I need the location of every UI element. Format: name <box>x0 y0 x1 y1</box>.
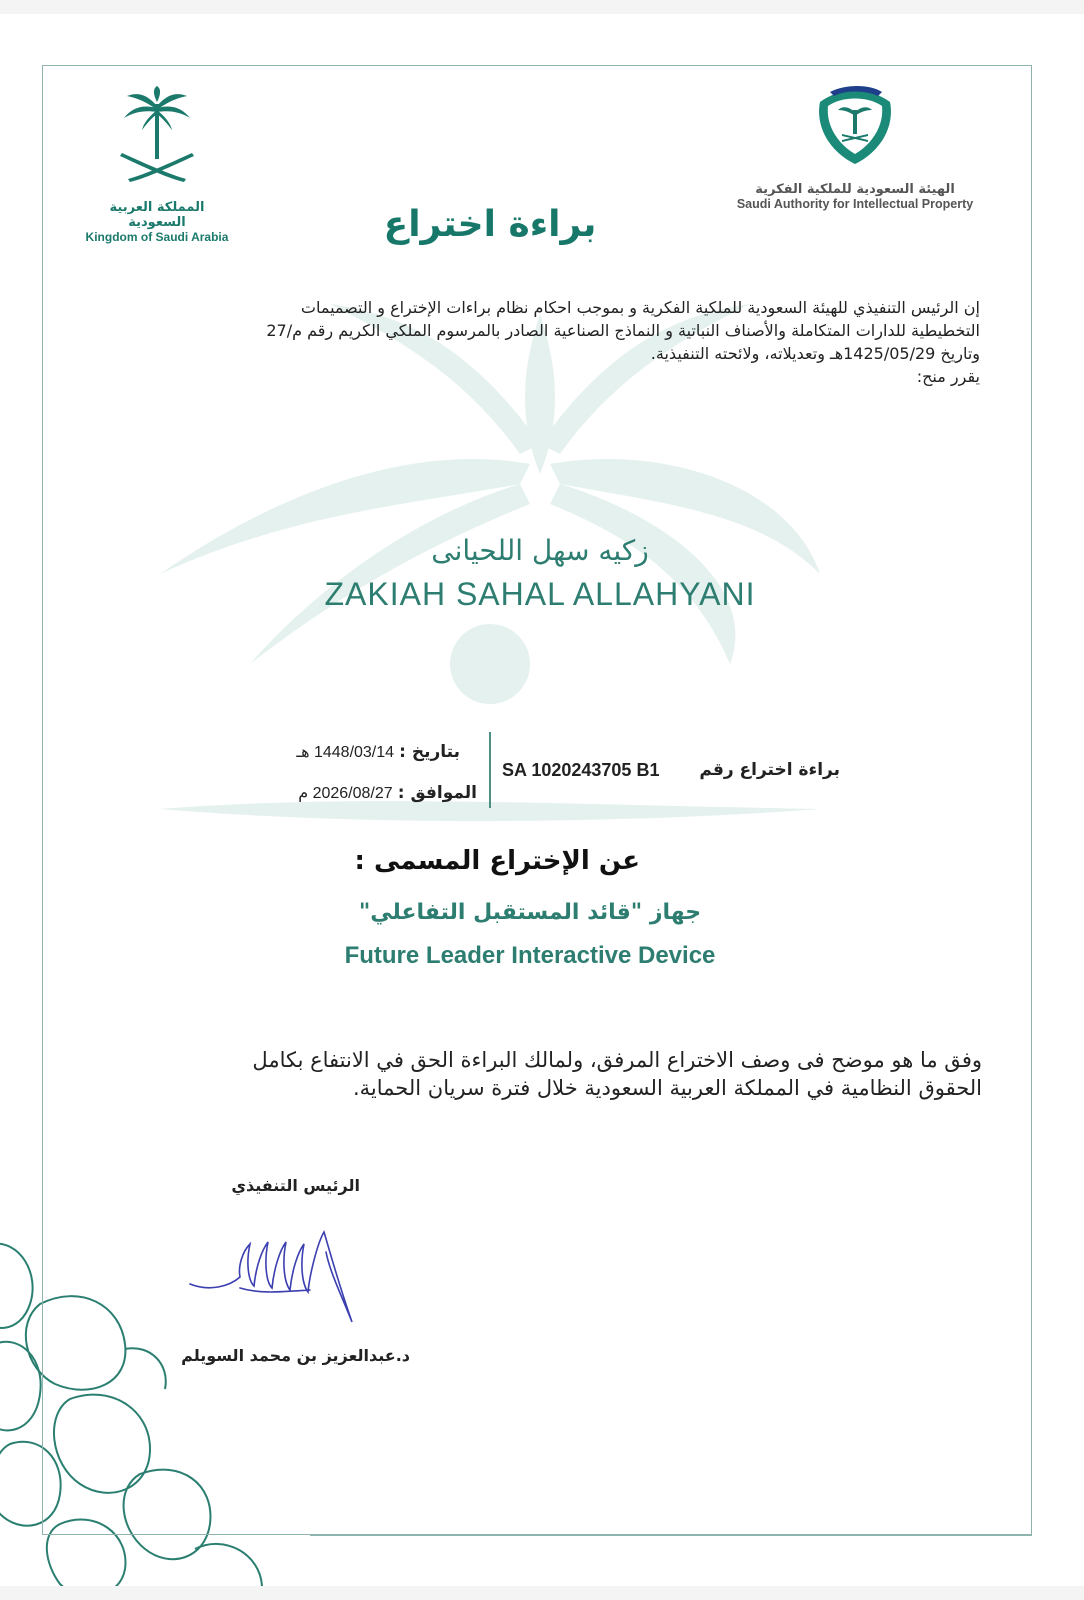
authority-name-arabic: الهيئة السعودية للملكية الفكرية <box>755 182 955 197</box>
gregorian-date-value: 2026/08/27 م <box>298 785 393 802</box>
saip-logo <box>720 82 990 232</box>
grantee-name-english: ZAKIAH SAHAL ALLAHYANI <box>324 576 756 612</box>
authority-name-english: Saudi Authority for Intellectual Property <box>736 197 974 211</box>
certificate-sheet <box>0 14 1084 1586</box>
gregorian-date-row <box>265 783 477 803</box>
intro-line: يقرر منح: <box>916 367 980 386</box>
signatory-name: د.عبدالعزيز بن محمد السويلم <box>181 1346 410 1365</box>
invention-name-english: Future Leader Interactive Device <box>344 942 716 969</box>
grantee-name-arabic: زكيه سهل اللحيانى <box>431 534 649 567</box>
patent-number-label: براءة اختراع رقم <box>699 760 840 780</box>
closing-line: الحقوق النظامية في المملكة العربية السعودية خلال فترة سريان الحماية. <box>352 1076 982 1100</box>
hijri-date-value: 1448/03/14 هـ <box>296 744 395 761</box>
closing-line: وفق ما هو موضح فى وصف الاختراع المرفق، ولمالك البراءة الحق في الانتفاع بكامل <box>252 1048 982 1072</box>
intro-paragraph <box>80 296 980 388</box>
palm-swords-emblem-icon <box>112 86 202 196</box>
closing-paragraph <box>78 1046 982 1102</box>
saip-emblem-icon <box>810 82 900 172</box>
info-divider <box>489 732 491 808</box>
invention-name-arabic: جهاز "قائد المستقبل التفاعلي" <box>358 900 702 925</box>
handwritten-signature <box>180 1222 380 1332</box>
gregorian-date-label: الموافق : <box>397 783 477 803</box>
intro-line: إن الرئيس التنفيذي للهيئة السعودية للملكية الفكرية و بموجب احكام نظام براءات الإختراع و التصميمات <box>300 298 980 317</box>
kingdom-logo <box>82 86 232 246</box>
hijri-date-label: بتاريخ : <box>399 742 460 762</box>
intro-line: التخطيطية للدارات المتكاملة والأصناف النباتية و النماذج الصناعية الصادر بالمرسوم الملكي الكريم رقم م/27 <box>266 321 980 340</box>
certificate-title: براءة اختراع <box>383 204 597 245</box>
invention-heading: عن الإختراع المسمى : <box>354 846 640 876</box>
bottom-border-line <box>310 1534 1032 1536</box>
signatory-title: الرئيس التنفيذي <box>231 1176 360 1195</box>
intro-line: وتاريخ 1425/05/29هـ وتعديلاته، ولائحته التنفيذية. <box>650 344 980 363</box>
kingdom-name-arabic: المملكة العربية السعودية <box>109 200 205 230</box>
kingdom-name-english: Kingdom of Saudi Arabia <box>85 230 229 244</box>
patent-number: SA 1020243705 B1 <box>502 760 660 780</box>
hijri-date-row <box>270 742 460 762</box>
